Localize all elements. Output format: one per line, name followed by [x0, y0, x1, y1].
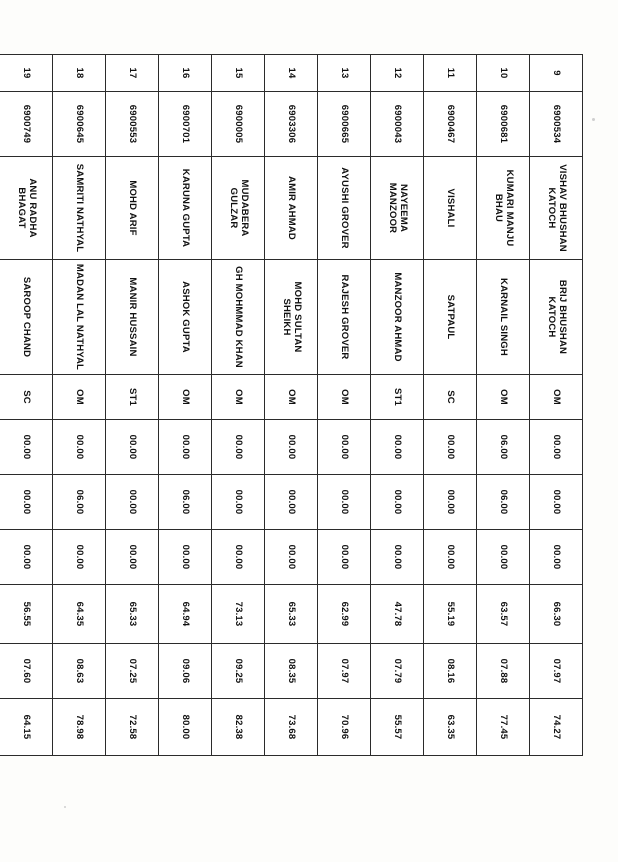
cell-marks-1: 00.00 [0, 420, 53, 475]
cell-marks-3: 00.00 [265, 530, 318, 585]
cell-percent-2: 63.35 [424, 699, 477, 756]
cell-father: SAROOP CHAND [0, 260, 53, 375]
cell-marks-3: 00.00 [0, 530, 53, 585]
table-row [371, 55, 424, 756]
cell-percent-2: 55.57 [371, 699, 424, 756]
cell-percent-1: 08.16 [424, 644, 477, 699]
cell-sr: 11 [424, 55, 477, 92]
cell-category: OM [159, 375, 212, 420]
cell-percent-2: 73.68 [265, 699, 318, 756]
cell-name: MUDABERA GULZAR [212, 157, 265, 260]
cell-roll: 6900665 [318, 92, 371, 157]
cell-marks-2: 00.00 [530, 475, 583, 530]
cell-father: KARNAIL SINGH [477, 260, 530, 375]
cell-marks-1: 00.00 [159, 420, 212, 475]
table-row [530, 55, 583, 756]
cell-category: OM [530, 375, 583, 420]
rotated-table-wrapper [16, 36, 589, 826]
cell-category: OM [265, 375, 318, 420]
cell-marks-3: 00.00 [159, 530, 212, 585]
cell-name: ANU RADHA BHAGAT [0, 157, 53, 260]
cell-father: MANIR HUSSAIN [106, 260, 159, 375]
cell-roll: 6900534 [530, 92, 583, 157]
cell-percent-1: 09.06 [159, 644, 212, 699]
cell-roll: 6903306 [265, 92, 318, 157]
cell-roll: 6900681 [477, 92, 530, 157]
cell-sr: 12 [371, 55, 424, 92]
scan-speck [592, 118, 595, 121]
cell-father: BRIJ BHUSHAN KATOCH [530, 260, 583, 375]
cell-category: ST1 [371, 375, 424, 420]
cell-name: KUMARI MANJU BHAU [477, 157, 530, 260]
cell-percent-1: 07.88 [477, 644, 530, 699]
cell-father: RAJESH GROVER [318, 260, 371, 375]
cell-roll: 6900467 [424, 92, 477, 157]
cell-roll: 6900701 [159, 92, 212, 157]
cell-percent-1: 07.97 [530, 644, 583, 699]
table-row [0, 55, 53, 756]
cell-marks-3: 00.00 [371, 530, 424, 585]
cell-marks-1: 00.00 [530, 420, 583, 475]
cell-total: 56.55 [0, 585, 53, 644]
cell-total: 63.57 [477, 585, 530, 644]
cell-marks-2: 06.00 [159, 475, 212, 530]
cell-total: 62.99 [318, 585, 371, 644]
cell-marks-1: 00.00 [318, 420, 371, 475]
table-row [424, 55, 477, 756]
cell-percent-2: 78.98 [53, 699, 106, 756]
cell-percent-2: 82.38 [212, 699, 265, 756]
cell-marks-3: 00.00 [212, 530, 265, 585]
cell-name: VISHALI [424, 157, 477, 260]
cell-marks-1: 00.00 [424, 420, 477, 475]
cell-sr: 10 [477, 55, 530, 92]
cell-percent-1: 07.60 [0, 644, 53, 699]
cell-name: KARUNA GUPTA [159, 157, 212, 260]
cell-father: MOHD SULTAN SHEIKH [265, 260, 318, 375]
cell-marks-1: 00.00 [265, 420, 318, 475]
table-row [318, 55, 371, 756]
cell-marks-2: 06.00 [477, 475, 530, 530]
cell-percent-1: 07.97 [318, 644, 371, 699]
cell-name: NAYEEMA MANZOOR [371, 157, 424, 260]
cell-category: SC [0, 375, 53, 420]
cell-total: 73.13 [212, 585, 265, 644]
cell-sr: 13 [318, 55, 371, 92]
cell-marks-2: 00.00 [0, 475, 53, 530]
cell-percent-1: 07.25 [106, 644, 159, 699]
cell-marks-2: 06.00 [53, 475, 106, 530]
cell-percent-2: 80.00 [159, 699, 212, 756]
cell-name: AYUSHI GROVER [318, 157, 371, 260]
cell-percent-2: 72.58 [106, 699, 159, 756]
table-row [53, 55, 106, 756]
table-row [265, 55, 318, 756]
cell-total: 47.78 [371, 585, 424, 644]
results-table-body [0, 55, 583, 756]
cell-sr: 17 [106, 55, 159, 92]
cell-name: MOHD ARIF [106, 157, 159, 260]
cell-percent-2: 74.27 [530, 699, 583, 756]
cell-roll: 6900005 [212, 92, 265, 157]
cell-category: ST1 [106, 375, 159, 420]
cell-percent-2: 64.15 [0, 699, 53, 756]
cell-total: 65.33 [106, 585, 159, 644]
cell-marks-1: 00.00 [371, 420, 424, 475]
table-row [106, 55, 159, 756]
cell-sr: 14 [265, 55, 318, 92]
cell-percent-1: 08.63 [53, 644, 106, 699]
cell-father: SATPAUL [424, 260, 477, 375]
cell-name: SAMRITI NATHYAL [53, 157, 106, 260]
cell-total: 65.33 [265, 585, 318, 644]
cell-father: MADAN LAL NATHYAL [53, 260, 106, 375]
cell-name: VISHAV BHUSHAN KATOCH [530, 157, 583, 260]
cell-roll: 6900749 [0, 92, 53, 157]
cell-marks-3: 00.00 [106, 530, 159, 585]
cell-marks-2: 00.00 [106, 475, 159, 530]
cell-sr: 9 [530, 55, 583, 92]
cell-marks-3: 00.00 [530, 530, 583, 585]
cell-marks-2: 00.00 [318, 475, 371, 530]
cell-sr: 16 [159, 55, 212, 92]
cell-marks-1: 00.00 [106, 420, 159, 475]
cell-total: 55.19 [424, 585, 477, 644]
cell-marks-3: 00.00 [477, 530, 530, 585]
cell-percent-2: 77.45 [477, 699, 530, 756]
cell-category: OM [53, 375, 106, 420]
cell-marks-1: 00.00 [53, 420, 106, 475]
cell-father: MANZOOR AHMAD [371, 260, 424, 375]
cell-name: AMIR AHMAD [265, 157, 318, 260]
cell-roll: 6900553 [106, 92, 159, 157]
table-row [212, 55, 265, 756]
cell-percent-1: 07.79 [371, 644, 424, 699]
cell-total: 64.94 [159, 585, 212, 644]
cell-marks-2: 00.00 [265, 475, 318, 530]
cell-percent-2: 70.96 [318, 699, 371, 756]
cell-marks-2: 00.00 [371, 475, 424, 530]
cell-total: 66.30 [530, 585, 583, 644]
cell-category: SC [424, 375, 477, 420]
cell-marks-2: 00.00 [212, 475, 265, 530]
cell-marks-3: 00.00 [53, 530, 106, 585]
cell-father: GH MOHMMAD KHAN [212, 260, 265, 375]
cell-category: OM [318, 375, 371, 420]
cell-marks-2: 00.00 [424, 475, 477, 530]
table-row [477, 55, 530, 756]
cell-category: OM [477, 375, 530, 420]
table-row [159, 55, 212, 756]
cell-father: ASHOK GUPTA [159, 260, 212, 375]
results-table [0, 54, 583, 756]
cell-marks-1: 06.00 [477, 420, 530, 475]
cell-marks-3: 00.00 [318, 530, 371, 585]
cell-percent-1: 09.25 [212, 644, 265, 699]
cell-percent-1: 08.35 [265, 644, 318, 699]
cell-roll: 6900043 [371, 92, 424, 157]
cell-sr: 15 [212, 55, 265, 92]
cell-marks-1: 00.00 [212, 420, 265, 475]
cell-roll: 6900645 [53, 92, 106, 157]
cell-total: 64.35 [53, 585, 106, 644]
cell-marks-3: 00.00 [424, 530, 477, 585]
cell-category: OM [212, 375, 265, 420]
cell-sr: 18 [53, 55, 106, 92]
cell-sr: 19 [0, 55, 53, 92]
